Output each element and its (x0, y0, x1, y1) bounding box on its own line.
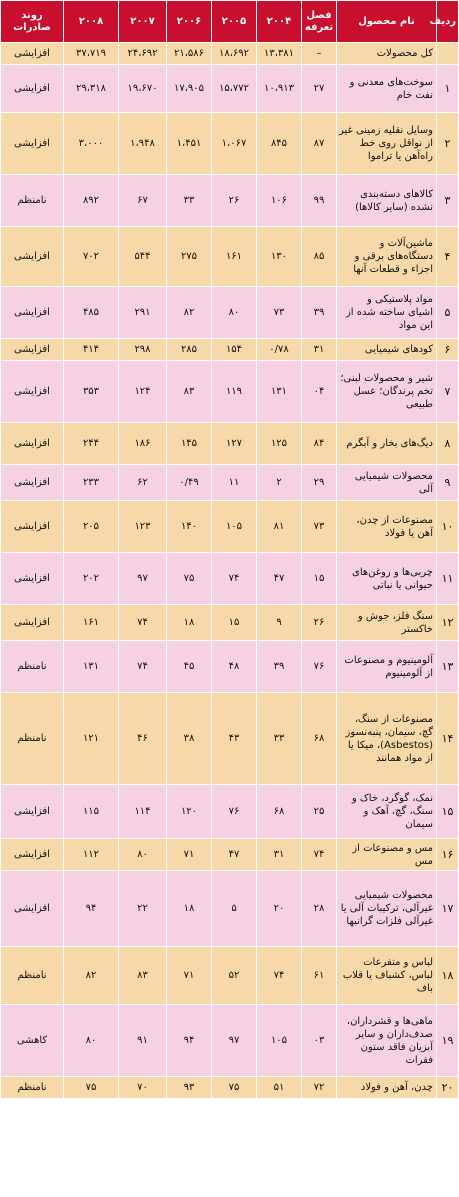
table-row (1, 361, 459, 423)
value-2005-cell: ۴۷ (212, 839, 257, 871)
row-number-cell: ۱۸ (437, 947, 459, 1005)
export-trend-cell: افزایشی (1, 501, 64, 553)
value-2007-cell: ۲۲ (119, 871, 167, 947)
value-2006-cell: ۳۳ (167, 175, 212, 227)
value-2005-cell: ۱۲۷ (212, 423, 257, 465)
value-2008-cell: ۸۹۲ (64, 175, 119, 227)
table-row (1, 1005, 459, 1077)
tariff-chapter-cell: ۲۸ (302, 871, 337, 947)
header-tariff-chapter: فصل تعرفه (302, 1, 337, 43)
table-row (1, 693, 459, 785)
row-number-cell: ۴ (437, 227, 459, 287)
table-row (1, 339, 459, 361)
row-number-cell: ۱۵ (437, 785, 459, 839)
value-2006-cell: ۸۲ (167, 287, 212, 339)
value-2006-cell: ۱،۴۵۱ (167, 113, 212, 175)
tariff-chapter-cell: ۸۵ (302, 227, 337, 287)
value-2006-cell: ۱۴۵ (167, 423, 212, 465)
tariff-chapter-cell: ۷۲ (302, 1077, 337, 1099)
export-trend-cell: نامنظم (1, 1077, 64, 1099)
value-2006-cell: ۱۸ (167, 605, 212, 641)
product-name-cell: لباس و متفرعات لباس، کشباف یا قلاب باف (337, 947, 437, 1005)
value-2007-cell: ۱۹،۶۷۰ (119, 65, 167, 113)
product-name-cell: ماشین‌آلات و دستگاه‌های برقی و اجزاء و قطعات آنها (337, 227, 437, 287)
value-2008-cell: ۱۶۱ (64, 605, 119, 641)
value-2007-cell: ۹۱ (119, 1005, 167, 1077)
value-2005-cell: ۷۶ (212, 785, 257, 839)
value-2004-cell: ۴۷ (257, 553, 302, 605)
export-trend-cell: افزایشی (1, 287, 64, 339)
table-row (1, 553, 459, 605)
row-number-cell: ۳ (437, 175, 459, 227)
value-2008-cell: ۸۲ (64, 947, 119, 1005)
value-2007-cell: ۲۴،۶۹۲ (119, 43, 167, 65)
export-trend-cell: افزایشی (1, 465, 64, 501)
export-trend-cell: افزایشی (1, 361, 64, 423)
value-2005-cell: ۱۸،۶۹۲ (212, 43, 257, 65)
table-row (1, 947, 459, 1005)
tariff-chapter-cell: ۷۶ (302, 641, 337, 693)
product-name-cell: شیر و محصولات لبنی؛ تخم پرندگان؛ عسل طبیعی (337, 361, 437, 423)
tariff-chapter-cell: ۶۱ (302, 947, 337, 1005)
row-number-cell: ۲۰ (437, 1077, 459, 1099)
value-2007-cell: ۲۹۸ (119, 339, 167, 361)
header-year-2008: ۲۰۰۸ (64, 1, 119, 43)
tariff-chapter-cell: ۲۶ (302, 605, 337, 641)
value-2004-cell: ۲ (257, 465, 302, 501)
header-export-trend: روند صادرات (1, 1, 64, 43)
export-trend-cell: افزایشی (1, 785, 64, 839)
row-number-cell: ۱۹ (437, 1005, 459, 1077)
value-2004-cell: ۳۱ (257, 839, 302, 871)
product-name-cell: چربی‌ها و روغن‌های حیوانی یا نباتی (337, 553, 437, 605)
export-trend-cell: کاهشی (1, 1005, 64, 1077)
product-name-cell: کل محصولات (337, 43, 437, 65)
tariff-chapter-cell: ۹۹ (302, 175, 337, 227)
product-name-cell: چدن، آهن و فولاد (337, 1077, 437, 1099)
value-2008-cell: ۲۰۵ (64, 501, 119, 553)
table-row (1, 641, 459, 693)
table-row (1, 65, 459, 113)
value-2004-cell: ۱۰۵ (257, 1005, 302, 1077)
row-number-cell: ۱ (437, 65, 459, 113)
value-2007-cell: ۷۰ (119, 1077, 167, 1099)
value-2007-cell: ۱۲۴ (119, 361, 167, 423)
row-number-cell: ۵ (437, 287, 459, 339)
row-number-cell: ۱۰ (437, 501, 459, 553)
value-2005-cell: ۵ (212, 871, 257, 947)
export-trend-cell: افزایشی (1, 113, 64, 175)
header-year-2006: ۲۰۰۶ (167, 1, 212, 43)
product-name-cell: آلومینیوم و مصنوعات از آلومینیوم (337, 641, 437, 693)
table-row (1, 501, 459, 553)
value-2005-cell: ۱۱۹ (212, 361, 257, 423)
value-2007-cell: ۴۶ (119, 693, 167, 785)
value-2007-cell: ۱۸۶ (119, 423, 167, 465)
value-2005-cell: ۷۴ (212, 553, 257, 605)
export-trend-cell: افزایشی (1, 65, 64, 113)
table-row (1, 465, 459, 501)
table-row (1, 113, 459, 175)
table-row (1, 423, 459, 465)
row-number-cell: ۱۱ (437, 553, 459, 605)
product-name-cell: مصنوعات از چدن، آهن یا فولاد (337, 501, 437, 553)
export-trend-cell: نامنظم (1, 693, 64, 785)
value-2008-cell: ۲۹،۳۱۸ (64, 65, 119, 113)
value-2006-cell: ۷۵ (167, 553, 212, 605)
value-2004-cell: ۸۴۵ (257, 113, 302, 175)
value-2004-cell: ۱۰،۹۱۳ (257, 65, 302, 113)
row-number-cell: ۲ (437, 113, 459, 175)
value-2007-cell: ۶۷ (119, 175, 167, 227)
value-2006-cell: ۰/۴۹ (167, 465, 212, 501)
row-number-cell: ۱۲ (437, 605, 459, 641)
value-2004-cell: ۸۱ (257, 501, 302, 553)
value-2004-cell: ۱۳۱ (257, 361, 302, 423)
value-2006-cell: ۷۱ (167, 839, 212, 871)
value-2004-cell: ۶۸ (257, 785, 302, 839)
value-2005-cell: ۸۰ (212, 287, 257, 339)
product-name-cell: سوخت‌های معدنی و نفت خام (337, 65, 437, 113)
value-2007-cell: ۱،۹۴۸ (119, 113, 167, 175)
value-2004-cell: ۰/۷۸ (257, 339, 302, 361)
value-2007-cell: ۶۲ (119, 465, 167, 501)
value-2004-cell: ۳۹ (257, 641, 302, 693)
table-row (1, 287, 459, 339)
value-2004-cell: ۱۳،۳۸۱ (257, 43, 302, 65)
tariff-chapter-cell: ۸۴ (302, 423, 337, 465)
header-year-2007: ۲۰۰۷ (119, 1, 167, 43)
table-row (1, 605, 459, 641)
value-2007-cell: ۷۴ (119, 605, 167, 641)
value-2004-cell: ۱۳۰ (257, 227, 302, 287)
table-row (1, 785, 459, 839)
value-2008-cell: ۲۰۲ (64, 553, 119, 605)
header-year-2004: ۲۰۰۴ (257, 1, 302, 43)
product-name-cell: دیگ‌های بخار و آبگرم (337, 423, 437, 465)
value-2008-cell: ۱۳۱ (64, 641, 119, 693)
value-2006-cell: ۲۸۵ (167, 339, 212, 361)
value-2008-cell: ۹۴ (64, 871, 119, 947)
row-number-cell: ۱۷ (437, 871, 459, 947)
tariff-chapter-cell: ۲۷ (302, 65, 337, 113)
row-number-cell: ۶ (437, 339, 459, 361)
value-2008-cell: ۱۱۵ (64, 785, 119, 839)
product-name-cell: مواد پلاستیکی و اشیای ساخته شده از این مواد (337, 287, 437, 339)
table-row (1, 43, 459, 65)
value-2005-cell: ۱۵ (212, 605, 257, 641)
header-year-2005: ۲۰۰۵ (212, 1, 257, 43)
table-body (1, 43, 459, 1099)
value-2005-cell: ۹۷ (212, 1005, 257, 1077)
export-trend-cell: افزایشی (1, 43, 64, 65)
value-2007-cell: ۱۲۳ (119, 501, 167, 553)
value-2006-cell: ۱۲۰ (167, 785, 212, 839)
export-trend-cell: افزایشی (1, 339, 64, 361)
header-product-name: نام محصول (337, 1, 437, 43)
value-2004-cell: ۹ (257, 605, 302, 641)
product-name-cell: محصولات شیمیایی آلی (337, 465, 437, 501)
value-2007-cell: ۸۳ (119, 947, 167, 1005)
export-trend-cell: افزایشی (1, 839, 64, 871)
export-trend-cell: نامنظم (1, 947, 64, 1005)
table-row (1, 871, 459, 947)
value-2006-cell: ۱۸ (167, 871, 212, 947)
product-name-cell: سنگ فلز، جوش و خاکستر (337, 605, 437, 641)
row-number-cell: ۱۳ (437, 641, 459, 693)
table-row (1, 227, 459, 287)
value-2006-cell: ۱۴۰ (167, 501, 212, 553)
tariff-chapter-cell: ۷۴ (302, 839, 337, 871)
tariff-chapter-cell: ۳۹ (302, 287, 337, 339)
tariff-chapter-cell: ۸۷ (302, 113, 337, 175)
value-2008-cell: ۴۱۴ (64, 339, 119, 361)
value-2008-cell: ۲۴۴ (64, 423, 119, 465)
value-2005-cell: ۵۲ (212, 947, 257, 1005)
product-name-cell: نمک، گوگرد، خاک و سنگ، گچ، آهک و سیمان (337, 785, 437, 839)
value-2007-cell: ۷۴ (119, 641, 167, 693)
value-2007-cell: ۲۹۱ (119, 287, 167, 339)
value-2008-cell: ۴۸۵ (64, 287, 119, 339)
value-2008-cell: ۱۲۱ (64, 693, 119, 785)
tariff-chapter-cell: ۶۸ (302, 693, 337, 785)
value-2006-cell: ۲۷۵ (167, 227, 212, 287)
table-row (1, 1077, 459, 1099)
product-name-cell: مصنوعات از سنگ، گچ، سیمان، پنبه‌نسوز (Asbestos)، میکا یا از مواد همانند (337, 693, 437, 785)
row-number-cell: ۱۴ (437, 693, 459, 785)
value-2005-cell: ۷۵ (212, 1077, 257, 1099)
export-trend-cell: افزایشی (1, 605, 64, 641)
value-2006-cell: ۹۳ (167, 1077, 212, 1099)
tariff-chapter-cell: – (302, 43, 337, 65)
table-row (1, 175, 459, 227)
row-number-cell: ۸ (437, 423, 459, 465)
value-2007-cell: ۹۷ (119, 553, 167, 605)
value-2005-cell: ۱،۰۶۷ (212, 113, 257, 175)
value-2005-cell: ۱۵۴ (212, 339, 257, 361)
product-name-cell: کالاهای دسته‌بندی نشده (سایر کالاها) (337, 175, 437, 227)
value-2004-cell: ۲۰ (257, 871, 302, 947)
tariff-chapter-cell: ۰۴ (302, 361, 337, 423)
product-name-cell: مس و مصنوعات از مس (337, 839, 437, 871)
export-trend-cell: نامنظم (1, 641, 64, 693)
value-2004-cell: ۵۱ (257, 1077, 302, 1099)
export-trend-cell: نامنظم (1, 175, 64, 227)
value-2007-cell: ۸۰ (119, 839, 167, 871)
value-2004-cell: ۳۳ (257, 693, 302, 785)
table-row (1, 839, 459, 871)
export-trend-cell: افزایشی (1, 553, 64, 605)
row-number-cell (437, 43, 459, 65)
value-2006-cell: ۹۴ (167, 1005, 212, 1077)
product-name-cell: ماهی‌ها و قشرداران، صدف‌داران و سایر آبزیان فاقد ستون فقرات (337, 1005, 437, 1077)
tariff-chapter-cell: ۲۹ (302, 465, 337, 501)
value-2008-cell: ۳۵۳ (64, 361, 119, 423)
value-2008-cell: ۳۷،۷۱۹ (64, 43, 119, 65)
value-2007-cell: ۵۴۴ (119, 227, 167, 287)
export-trend-cell: افزایشی (1, 423, 64, 465)
value-2006-cell: ۴۵ (167, 641, 212, 693)
value-2006-cell: ۱۷،۹۰۵ (167, 65, 212, 113)
table-header-row (1, 1, 459, 43)
export-trend-cell: افزایشی (1, 871, 64, 947)
value-2005-cell: ۲۶ (212, 175, 257, 227)
row-number-cell: ۷ (437, 361, 459, 423)
value-2006-cell: ۷۱ (167, 947, 212, 1005)
value-2008-cell: ۸۰ (64, 1005, 119, 1077)
value-2005-cell: ۴۳ (212, 693, 257, 785)
value-2008-cell: ۷۰۲ (64, 227, 119, 287)
value-2005-cell: ۱۶۱ (212, 227, 257, 287)
value-2004-cell: ۷۳ (257, 287, 302, 339)
value-2007-cell: ۱۱۴ (119, 785, 167, 839)
tariff-chapter-cell: ۱۵ (302, 553, 337, 605)
value-2008-cell: ۱۱۲ (64, 839, 119, 871)
tariff-chapter-cell: ۷۳ (302, 501, 337, 553)
product-name-cell: وسایل نقلیه زمینی غیر از نواقل روی خط راه‌آهن یا تراموا (337, 113, 437, 175)
value-2005-cell: ۱۱ (212, 465, 257, 501)
tariff-chapter-cell: ۰۳ (302, 1005, 337, 1077)
value-2005-cell: ۴۸ (212, 641, 257, 693)
header-row-number: ردیف (437, 1, 459, 43)
value-2008-cell: ۷۵ (64, 1077, 119, 1099)
value-2006-cell: ۸۳ (167, 361, 212, 423)
tariff-chapter-cell: ۲۵ (302, 785, 337, 839)
row-number-cell: ۹ (437, 465, 459, 501)
product-name-cell: محصولات شیمیایی غیرآلی، ترکیبات آلی یا غیرآلی فلزات گرانبها (337, 871, 437, 947)
value-2004-cell: ۷۴ (257, 947, 302, 1005)
tariff-chapter-cell: ۳۱ (302, 339, 337, 361)
value-2004-cell: ۱۰۶ (257, 175, 302, 227)
value-2005-cell: ۱۵،۷۷۲ (212, 65, 257, 113)
value-2008-cell: ۲۳۳ (64, 465, 119, 501)
value-2006-cell: ۳۸ (167, 693, 212, 785)
export-trend-cell: افزایشی (1, 227, 64, 287)
value-2005-cell: ۱۰۵ (212, 501, 257, 553)
row-number-cell: ۱۶ (437, 839, 459, 871)
value-2008-cell: ۳،۰۰۰ (64, 113, 119, 175)
value-2006-cell: ۲۱،۵۸۶ (167, 43, 212, 65)
product-name-cell: کودهای شیمیایی (337, 339, 437, 361)
value-2004-cell: ۱۲۵ (257, 423, 302, 465)
